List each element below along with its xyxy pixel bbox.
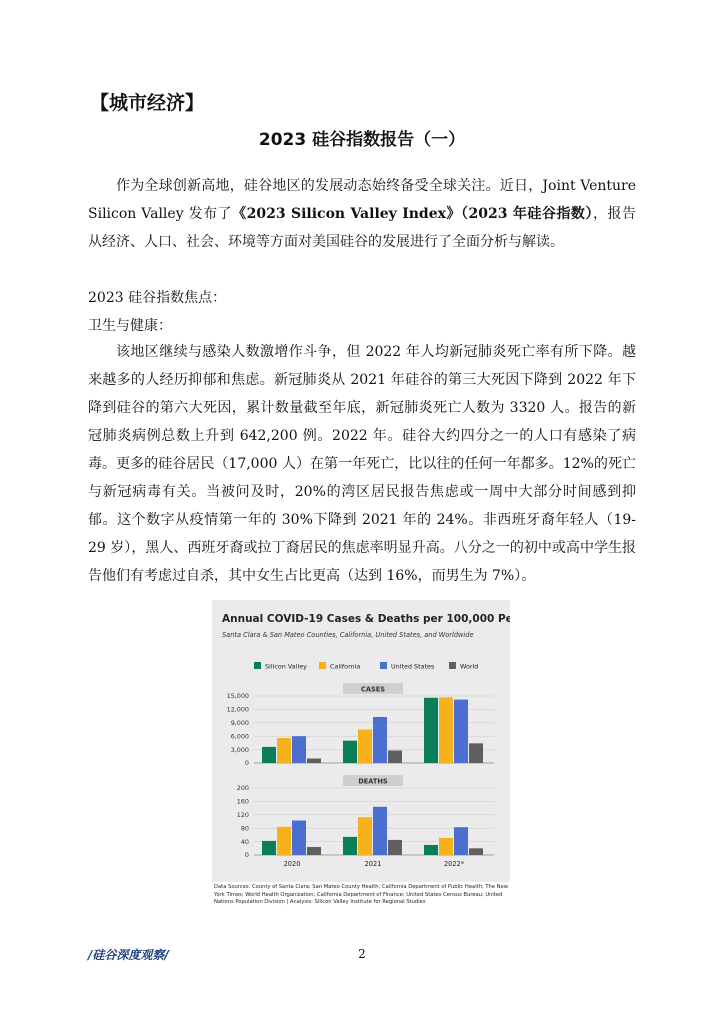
- footer-publication: /硅谷深度观察/: [88, 948, 169, 962]
- bar-cases-united-states-2022: [454, 700, 468, 763]
- chart-sources: Data Sources: County of Santa Clara; San Mateo County Health; California Department of Public Health; The New York Times; World Health Organization; California Department of Finance; United States Census Bureau; United Nations Population Division | Analysis: Silicon Valley Institute for Regional Studies: [214, 884, 508, 905]
- legend-swatch: [449, 662, 456, 669]
- y-tick-label: 80: [240, 824, 249, 833]
- bar-cases-united-states-2021: [373, 717, 387, 763]
- y-tick-label: 0: [244, 851, 249, 860]
- panel-label: DEATHS: [358, 777, 388, 786]
- legend-label: Silicon Valley: [265, 662, 307, 671]
- legend-label: United States: [391, 662, 435, 671]
- bar-cases-silicon-valley-2021: [343, 741, 357, 763]
- y-tick-label: 15,000: [226, 692, 249, 701]
- legend-swatch: [380, 662, 387, 669]
- bar-deaths-united-states-2022: [454, 827, 468, 855]
- bar-cases-california-2020: [277, 738, 291, 763]
- chart-panel-cases: [227, 683, 494, 767]
- x-category-label: 2021: [364, 860, 382, 868]
- y-tick-label: 0: [244, 759, 249, 768]
- panel-label: CASES: [361, 685, 385, 694]
- legend-swatch: [254, 662, 261, 669]
- chart-panels: [227, 683, 494, 868]
- bar-deaths-united-states-2020: [292, 820, 306, 855]
- bar-deaths-world-2021: [388, 840, 402, 855]
- bar-cases-united-states-2020: [292, 736, 306, 763]
- bar-cases-world-2022: [469, 743, 483, 763]
- bar-cases-silicon-valley-2020: [262, 747, 276, 763]
- y-tick-label: 40: [240, 837, 249, 846]
- y-tick-label: 120: [236, 811, 249, 819]
- bar-deaths-california-2021: [358, 817, 372, 855]
- x-category-label: 2022*: [443, 860, 465, 868]
- y-tick-label: 200: [236, 784, 249, 793]
- health-paragraph: 该地区继续与感染人数激增作斗争，但 2022 年人均新冠肺炎死亡率有所下降。越来越多的人经历抑郁和焦虑。新冠肺炎从 2021 年硅谷的第三大死因下降到 2022 年下降到硅谷的第六大死因，累计数量截至年底，新冠肺炎死亡人数为 3320 人。报告的新冠肺炎病例总数上升到 642,200 例。2022 年。硅谷大约四分之一的人口有感染了病毒。更多的硅谷居民（17,000 人）在第一年死亡，比以往的任何一年都多。12%的死亡与新冠病毒有关。当被问及时，20%的湾区居民报告焦虑或一周中大部分时间感到抑郁。这个数字从疫情第一年的 30%下降到 2021 年的 24%。非西班牙裔年轻人（19-29 岁），黑人、西班牙裔或拉丁裔居民的焦虑率明显升高。八分之一的初中或高中学生报告他们有考虑过自杀，其中女生占比更高（达到 16%，而男生为 7%）。: [88, 344, 636, 584]
- legend-swatch: [319, 662, 326, 669]
- chart-subtitle: Santa Clara & San Mateo Counties, California, United States, and Worldwide: [222, 631, 474, 639]
- x-category-label: 2020: [283, 860, 301, 868]
- health-label: 卫生与健康：: [88, 318, 172, 334]
- bar-deaths-world-2022: [469, 848, 483, 855]
- bar-cases-silicon-valley-2022: [424, 698, 438, 763]
- bar-cases-california-2021: [358, 730, 372, 764]
- bar-cases-california-2022: [439, 697, 453, 763]
- bar-deaths-california-2022: [439, 838, 453, 855]
- document-title: 2023 硅谷指数报告（一）: [258, 130, 466, 150]
- y-tick-label: 12,000: [226, 705, 249, 714]
- covid-chart: [212, 600, 510, 882]
- legend-label: California: [330, 662, 361, 671]
- bar-cases-world-2020: [307, 759, 321, 763]
- intro-text-a: 作为全球创新高地，硅谷地区的发展动态始终备受全球关注。近日，Joint Venture Silicon Valley 发布了: [88, 178, 636, 222]
- bar-deaths-silicon-valley-2021: [343, 837, 357, 855]
- intro-text-b: ，报告从经济、人口、社会、环境等方面对美国硅谷的发展进行了全面分析与解读。: [88, 206, 636, 250]
- y-tick-label: 9,000: [230, 719, 249, 727]
- bar-deaths-california-2020: [277, 827, 291, 855]
- bar-deaths-silicon-valley-2022: [424, 845, 438, 855]
- bar-deaths-world-2020: [307, 847, 321, 855]
- chart-legend: [254, 662, 478, 671]
- chart-title: Annual COVID-19 Cases & Deaths per 100,000 People: [222, 613, 510, 625]
- section-tag: 【城市经济】: [90, 92, 205, 114]
- focus-label: 2023 硅谷指数焦点：: [88, 290, 227, 306]
- intro-paragraph: [88, 172, 636, 256]
- bar-deaths-united-states-2021: [373, 807, 387, 855]
- bar-cases-world-2021: [388, 750, 402, 763]
- intro-bold-title: 《2023 Silicon Valley Index》（2023 年硅谷指数）: [232, 206, 593, 222]
- y-tick-label: 6,000: [230, 732, 249, 741]
- chart-panel-deaths: [237, 775, 494, 859]
- chart-canvas: [212, 600, 510, 882]
- page-number: 2: [358, 947, 366, 961]
- bar-deaths-silicon-valley-2020: [262, 841, 276, 855]
- y-tick-label: 3,000: [230, 745, 249, 754]
- y-tick-label: 160: [236, 797, 249, 806]
- legend-label: World: [460, 662, 479, 671]
